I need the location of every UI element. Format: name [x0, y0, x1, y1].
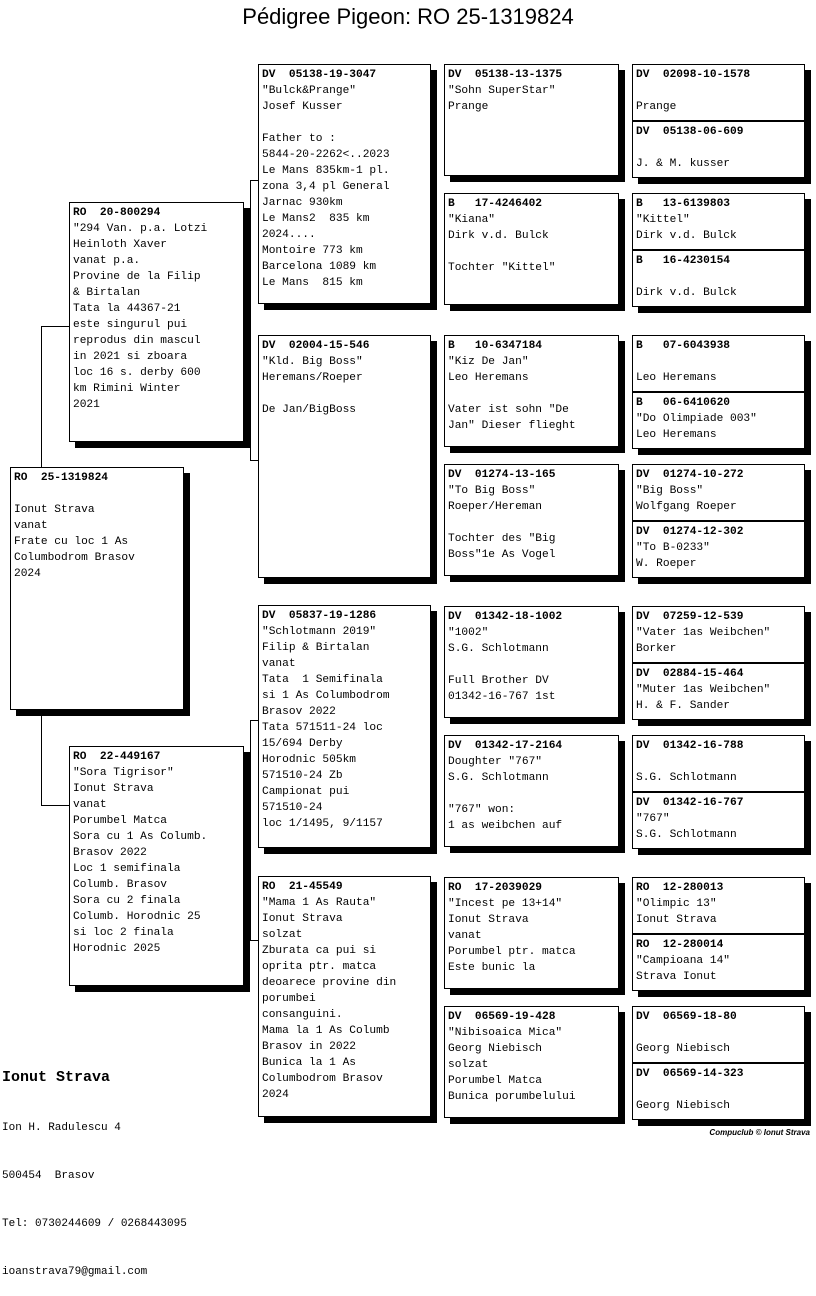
pigeon-card-g4-16[interactable] — [632, 1063, 805, 1120]
ring-number: DV 06569-14-323 — [636, 1068, 744, 1080]
pigeon-info-line: Brasov in 2022 — [262, 1041, 356, 1053]
pigeon-info-line: Sora cu 1 As Columb. — [73, 831, 208, 843]
pigeon-info-line: Doughter "767" — [448, 756, 542, 768]
connector-line — [250, 180, 251, 460]
pigeon-info-line: S.G. Schlotmann — [448, 643, 549, 655]
pigeon-info-line: "1002" — [448, 627, 489, 639]
pigeon-info-line: Tata 571511-24 loc — [262, 722, 383, 734]
pigeon-card-g4-4[interactable] — [632, 250, 805, 307]
ring-number: DV 01342-18-1002 — [448, 611, 563, 623]
pigeon-info-line: "Nibisoaica Mica" — [448, 1027, 563, 1039]
owner-email[interactable]: ioanstrava79@gmail.com — [2, 1266, 148, 1278]
pigeon-card-sire-sire[interactable] — [258, 64, 431, 304]
ring-number: B 13-6139803 — [636, 198, 730, 210]
pigeon-info-line: Tochter "Kittel" — [448, 262, 556, 274]
pigeon-card-ssd[interactable] — [444, 193, 619, 305]
pigeon-card-sdd[interactable] — [444, 464, 619, 576]
ring-number: RO 12-280013 — [636, 882, 724, 894]
pigeon-info-line — [636, 1082, 801, 1098]
pigeon-info-line: Heremans/Roeper — [262, 372, 363, 384]
pigeon-info-line: Roeper/Hereman — [448, 501, 542, 513]
pigeon-info-line: Ionut Strava — [14, 504, 95, 516]
pigeon-card-g4-13[interactable] — [632, 877, 805, 934]
pigeon-card-sds[interactable] — [444, 335, 619, 447]
pigeon-info-line: De Jan/BigBoss — [262, 404, 356, 416]
pigeon-info-line: "Bulck&Prange" — [262, 85, 356, 97]
pigeon-info-line: Georg Niebisch — [636, 1043, 730, 1055]
pigeon-info-line: Barcelona 1089 km — [262, 261, 377, 273]
pigeon-info-line: deoarece provine din — [262, 977, 397, 989]
ring-number: RO 25-1319824 — [14, 472, 108, 484]
connector-line — [41, 326, 42, 468]
ring-number: DV 05138-06-609 — [636, 126, 744, 138]
pigeon-info-line — [262, 386, 427, 402]
owner-address: Ion H. Radulescu 4 — [2, 1122, 121, 1134]
pigeon-info-line: Dirk v.d. Bulck — [448, 230, 549, 242]
pigeon-info-line: "Campioana 14" — [636, 955, 730, 967]
pigeon-info-line: Le Mans 835km-1 pl. — [262, 165, 390, 177]
ring-number: DV 01274-12-302 — [636, 526, 744, 538]
owner-phone: Tel: 0730244609 / 0268443095 — [2, 1218, 187, 1230]
pigeon-info-line: "Incest pe 13+14" — [448, 898, 563, 910]
pigeon-info-line: 2024 — [262, 1089, 289, 1101]
pigeon-info-line: si loc 2 finala — [73, 927, 174, 939]
connector-line — [250, 720, 251, 940]
pigeon-card-dsd[interactable] — [444, 735, 619, 847]
footer-credit: Compuclub © Ionut Strava — [709, 1128, 810, 1137]
pigeon-info-line: 571510-24 Zb — [262, 770, 343, 782]
pigeon-info-line: Wolfgang Roeper — [636, 501, 737, 513]
pigeon-info-line — [262, 115, 427, 131]
owner-name: Ionut Strava — [2, 1069, 111, 1086]
pigeon-card-dam[interactable] — [69, 746, 244, 986]
pigeon-card-sire-dam[interactable] — [258, 335, 431, 578]
pigeon-info-line: 2021 — [73, 399, 100, 411]
pigeon-info-line: vanat — [73, 799, 107, 811]
ring-number: RO 21-45549 — [262, 881, 343, 893]
pigeon-card-dss[interactable] — [444, 606, 619, 718]
pigeon-info-line: Ionut Strava — [73, 783, 154, 795]
pigeon-info-line — [636, 354, 801, 370]
pigeon-info-line — [448, 244, 615, 260]
ring-number: B 07-6043938 — [636, 340, 730, 352]
pigeon-card-g4-3[interactable] — [632, 193, 805, 250]
pigeon-info-line: "Kittel" — [636, 214, 690, 226]
pigeon-info-line: "Vater 1as Weibchen" — [636, 627, 771, 639]
pigeon-info-line: loc 16 s. derby 600 — [73, 367, 201, 379]
pigeon-card-subject[interactable] — [10, 467, 184, 710]
pigeon-info-line: in 2021 si zboara — [73, 351, 188, 363]
pigeon-info-line: Sora cu 2 finala — [73, 895, 181, 907]
pigeon-info-line — [448, 786, 615, 802]
pigeon-info-line: "Sohn SuperStar" — [448, 85, 556, 97]
pigeon-info-line — [636, 140, 801, 156]
pigeon-info-line: "To Big Boss" — [448, 485, 536, 497]
pigeon-info-line: km Rimini Winter — [73, 383, 181, 395]
pigeon-info-line: si 1 As Columbodrom — [262, 690, 390, 702]
ring-number: DV 02884-15-464 — [636, 668, 744, 680]
ring-number: B 17-4246402 — [448, 198, 542, 210]
pigeon-info-line: S.G. Schlotmann — [636, 829, 737, 841]
ring-number: B 16-4230154 — [636, 255, 730, 267]
pigeon-info-line: Tata la 44367-21 — [73, 303, 181, 315]
pigeon-info-line: Zburata ca pui si — [262, 945, 377, 957]
pigeon-info-line: zona 3,4 pl General — [262, 181, 390, 193]
pigeon-info-line: 2024.... — [262, 229, 316, 241]
ring-number: RO 22-449167 — [73, 751, 161, 763]
pigeon-info-line: Ionut Strava — [262, 913, 343, 925]
pigeon-info-line — [636, 269, 801, 285]
pigeon-info-line: Provine de la Filip — [73, 271, 201, 283]
pigeon-info-line: J. & M. kusser — [636, 158, 730, 170]
ring-number: DV 05837-19-1286 — [262, 610, 377, 622]
ring-number: RO 17-2039029 — [448, 882, 542, 894]
pigeon-info-line — [448, 515, 615, 531]
pigeon-info-line — [448, 386, 615, 402]
owner-city: 500454 Brasov — [2, 1170, 95, 1182]
pigeon-card-g4-12[interactable] — [632, 792, 805, 849]
pigeon-info-line: Tochter des "Big — [448, 533, 556, 545]
pigeon-card-g4-6[interactable] — [632, 392, 805, 449]
pigeon-info-line: Este bunic la — [448, 962, 536, 974]
pigeon-info-line — [636, 83, 801, 99]
pigeon-info-line: este singurul pui — [73, 319, 188, 331]
pigeon-info-line: solzat — [262, 929, 303, 941]
pigeon-info-line: "767" won: — [448, 804, 516, 816]
pigeon-info-line: "Mama 1 As Rauta" — [262, 897, 377, 909]
pigeon-info-line: Campionat pui — [262, 786, 350, 798]
pigeon-info-line: "Olimpic 13" — [636, 898, 717, 910]
pigeon-card-dam-sire[interactable] — [258, 605, 431, 848]
pigeon-info-line: 15/694 Derby — [262, 738, 343, 750]
pigeon-info-line: "Muter 1as Weibchen" — [636, 684, 771, 696]
pigeon-info-line: Jarnac 930km — [262, 197, 343, 209]
ring-number: DV 01274-10-272 — [636, 469, 744, 481]
pigeon-info-line: Porumbel Matca — [73, 815, 167, 827]
pigeon-card-g4-2[interactable] — [632, 121, 805, 178]
pigeon-info-line: reprodus din mascul — [73, 335, 201, 347]
pigeon-info-line: "Kiz De Jan" — [448, 356, 529, 368]
ring-number: DV 02004-15-546 — [262, 340, 370, 352]
pigeon-card-g4-8[interactable] — [632, 521, 805, 578]
pigeon-card-g4-15[interactable] — [632, 1006, 805, 1063]
pigeon-info-line: consanguini. — [262, 1009, 343, 1021]
pigeon-info-line: Georg Niebisch — [636, 1100, 730, 1112]
pigeon-info-line: Ionut Strava — [448, 914, 529, 926]
pigeon-info-line: "767" — [636, 813, 670, 825]
pigeon-card-g4-10[interactable] — [632, 663, 805, 720]
pigeon-info-line: Frate cu loc 1 As — [14, 536, 129, 548]
pigeon-info-line: Josef Kusser — [262, 101, 343, 113]
pigeon-info-line: Ionut Strava — [636, 914, 717, 926]
pigeon-info-line: Brasov 2022 — [73, 847, 147, 859]
ring-number: DV 06569-18-80 — [636, 1011, 737, 1023]
pigeon-info-line: oprita ptr. matca — [262, 961, 377, 973]
pigeon-info-line: Borker — [636, 643, 677, 655]
pigeon-info-line: Jan" Dieser flieght — [448, 420, 576, 432]
ring-number: DV 01274-13-165 — [448, 469, 556, 481]
ring-number: DV 01342-16-767 — [636, 797, 744, 809]
pigeon-info-line: solzat — [448, 1059, 489, 1071]
pigeon-info-line: W. Roeper — [636, 558, 697, 570]
ring-number: DV 07259-12-539 — [636, 611, 744, 623]
pigeon-info-line: Columbodrom Brasov — [14, 552, 135, 564]
ring-number: DV 06569-19-428 — [448, 1011, 556, 1023]
pigeon-info-line: vanat p.a. — [73, 255, 141, 267]
connector-line — [41, 710, 42, 805]
pigeon-info-line: Boss"1e As Vogel — [448, 549, 556, 561]
pigeon-card-g4-14[interactable] — [632, 934, 805, 991]
pigeon-info-line: "Big Boss" — [636, 485, 704, 497]
pigeon-info-line: 5844-20-2262<..2023 — [262, 149, 390, 161]
pigeon-info-line: vanat — [262, 658, 296, 670]
pigeon-info-line: Prange — [448, 101, 489, 113]
ring-number: B 10-6347184 — [448, 340, 542, 352]
pigeon-card-sire[interactable] — [69, 202, 244, 442]
pigeon-info-line: "To B-0233" — [636, 542, 710, 554]
connector-line — [41, 326, 71, 327]
ring-number: DV 01342-17-2164 — [448, 740, 563, 752]
pigeon-info-line: "Kld. Big Boss" — [262, 356, 363, 368]
pigeon-info-line: Brasov 2022 — [262, 706, 336, 718]
pigeon-info-line: "Do Olimpiade 003" — [636, 413, 757, 425]
pigeon-info-line: & Birtalan — [73, 287, 141, 299]
pigeon-info-line: Strava Ionut — [636, 971, 717, 983]
pigeon-card-sss[interactable] — [444, 64, 619, 176]
pigeon-info-line: Tata 1 Semifinala — [262, 674, 383, 686]
pigeon-info-line: "Schlotmann 2019" — [262, 626, 377, 638]
pigeon-info-line: Dirk v.d. Bulck — [636, 230, 737, 242]
pigeon-info-line: Leo Heremans — [448, 372, 529, 384]
pigeon-info-line: vanat — [14, 520, 48, 532]
pigeon-info-line: Prange — [636, 101, 677, 113]
pigeon-info-line: "294 Van. p.a. Lotzi — [73, 223, 208, 235]
pigeon-info-line: Horodnic 2025 — [73, 943, 161, 955]
pigeon-card-dds[interactable] — [444, 877, 619, 989]
pigeon-info-line: 571510-24 — [262, 802, 323, 814]
pigeon-card-dam-dam[interactable] — [258, 876, 431, 1117]
pigeon-info-line: Mama la 1 As Columb — [262, 1025, 390, 1037]
pigeon-info-line: Porumbel ptr. matca — [448, 946, 576, 958]
ring-number: B 06-6410620 — [636, 397, 730, 409]
pigeon-info-line: Columbodrom Brasov — [262, 1073, 383, 1085]
pigeon-info-line: 1 as weibchen auf — [448, 820, 563, 832]
pigeon-info-line: Le Mans 815 km — [262, 277, 363, 289]
pigeon-info-line: S.G. Schlotmann — [448, 772, 549, 784]
pigeon-info-line: Leo Heremans — [636, 372, 717, 384]
pigeon-info-line — [636, 1025, 801, 1041]
pigeon-info-line — [448, 657, 615, 673]
pigeon-card-g4-7[interactable] — [632, 464, 805, 521]
pigeon-info-line: Loc 1 semifinala — [73, 863, 181, 875]
pigeon-info-line: Columb. Horodnic 25 — [73, 911, 201, 923]
pigeon-card-g4-1[interactable] — [632, 64, 805, 121]
pigeon-info-line: porumbei — [262, 993, 316, 1005]
pigeon-info-line: Columb. Brasov — [73, 879, 167, 891]
ring-number: RO 20-800294 — [73, 207, 161, 219]
pigeon-info-line: 2024 — [14, 568, 41, 580]
pigeon-info-line: loc 1/1495, 9/1157 — [262, 818, 383, 830]
pigeon-info-line: Heinloth Xaver — [73, 239, 167, 251]
pigeon-card-g4-9[interactable] — [632, 606, 805, 663]
pigeon-info-line — [14, 486, 180, 502]
pigeon-info-line: Full Brother DV — [448, 675, 549, 687]
pigeon-info-line: Vater ist sohn "De — [448, 404, 569, 416]
ring-number: DV 05138-19-3047 — [262, 69, 377, 81]
pigeon-info-line: Georg Niebisch — [448, 1043, 542, 1055]
pigeon-info-line: Le Mans2 835 km — [262, 213, 370, 225]
ring-number: DV 01342-16-788 — [636, 740, 744, 752]
pigeon-info-line: Filip & Birtalan — [262, 642, 370, 654]
pigeon-info-line: Bunica la 1 As — [262, 1057, 356, 1069]
pigeon-info-line: Leo Heremans — [636, 429, 717, 441]
ring-number: RO 12-280014 — [636, 939, 724, 951]
pigeon-info-line: "Kiana" — [448, 214, 495, 226]
pigeon-card-ddd[interactable] — [444, 1006, 619, 1118]
owner-info — [2, 1036, 187, 1296]
pigeon-info-line: Porumbel Matca — [448, 1075, 542, 1087]
pigeon-info-line: vanat — [448, 930, 482, 942]
pigeon-info-line: Father to : — [262, 133, 336, 145]
pigeon-info-line: Bunica porumbelului — [448, 1091, 576, 1103]
pigeon-info-line: Montoire 773 km — [262, 245, 363, 257]
ring-number: DV 05138-13-1375 — [448, 69, 563, 81]
page-title: Pédigree Pigeon: RO 25-1319824 — [242, 4, 574, 29]
pigeon-info-line: 01342-16-767 1st — [448, 691, 556, 703]
pigeon-info-line: Horodnic 505km — [262, 754, 356, 766]
pigeon-info-line: H. & F. Sander — [636, 700, 730, 712]
pigeon-info-line: "Sora Tigrisor" — [73, 767, 174, 779]
pigeon-info-line: S.G. Schlotmann — [636, 772, 737, 784]
pigeon-info-line — [636, 754, 801, 770]
ring-number: DV 02098-10-1578 — [636, 69, 751, 81]
pigeon-card-g4-11[interactable] — [632, 735, 805, 792]
connector-line — [41, 805, 71, 806]
pigeon-info-line: Dirk v.d. Bulck — [636, 287, 737, 299]
pigeon-card-g4-5[interactable] — [632, 335, 805, 392]
